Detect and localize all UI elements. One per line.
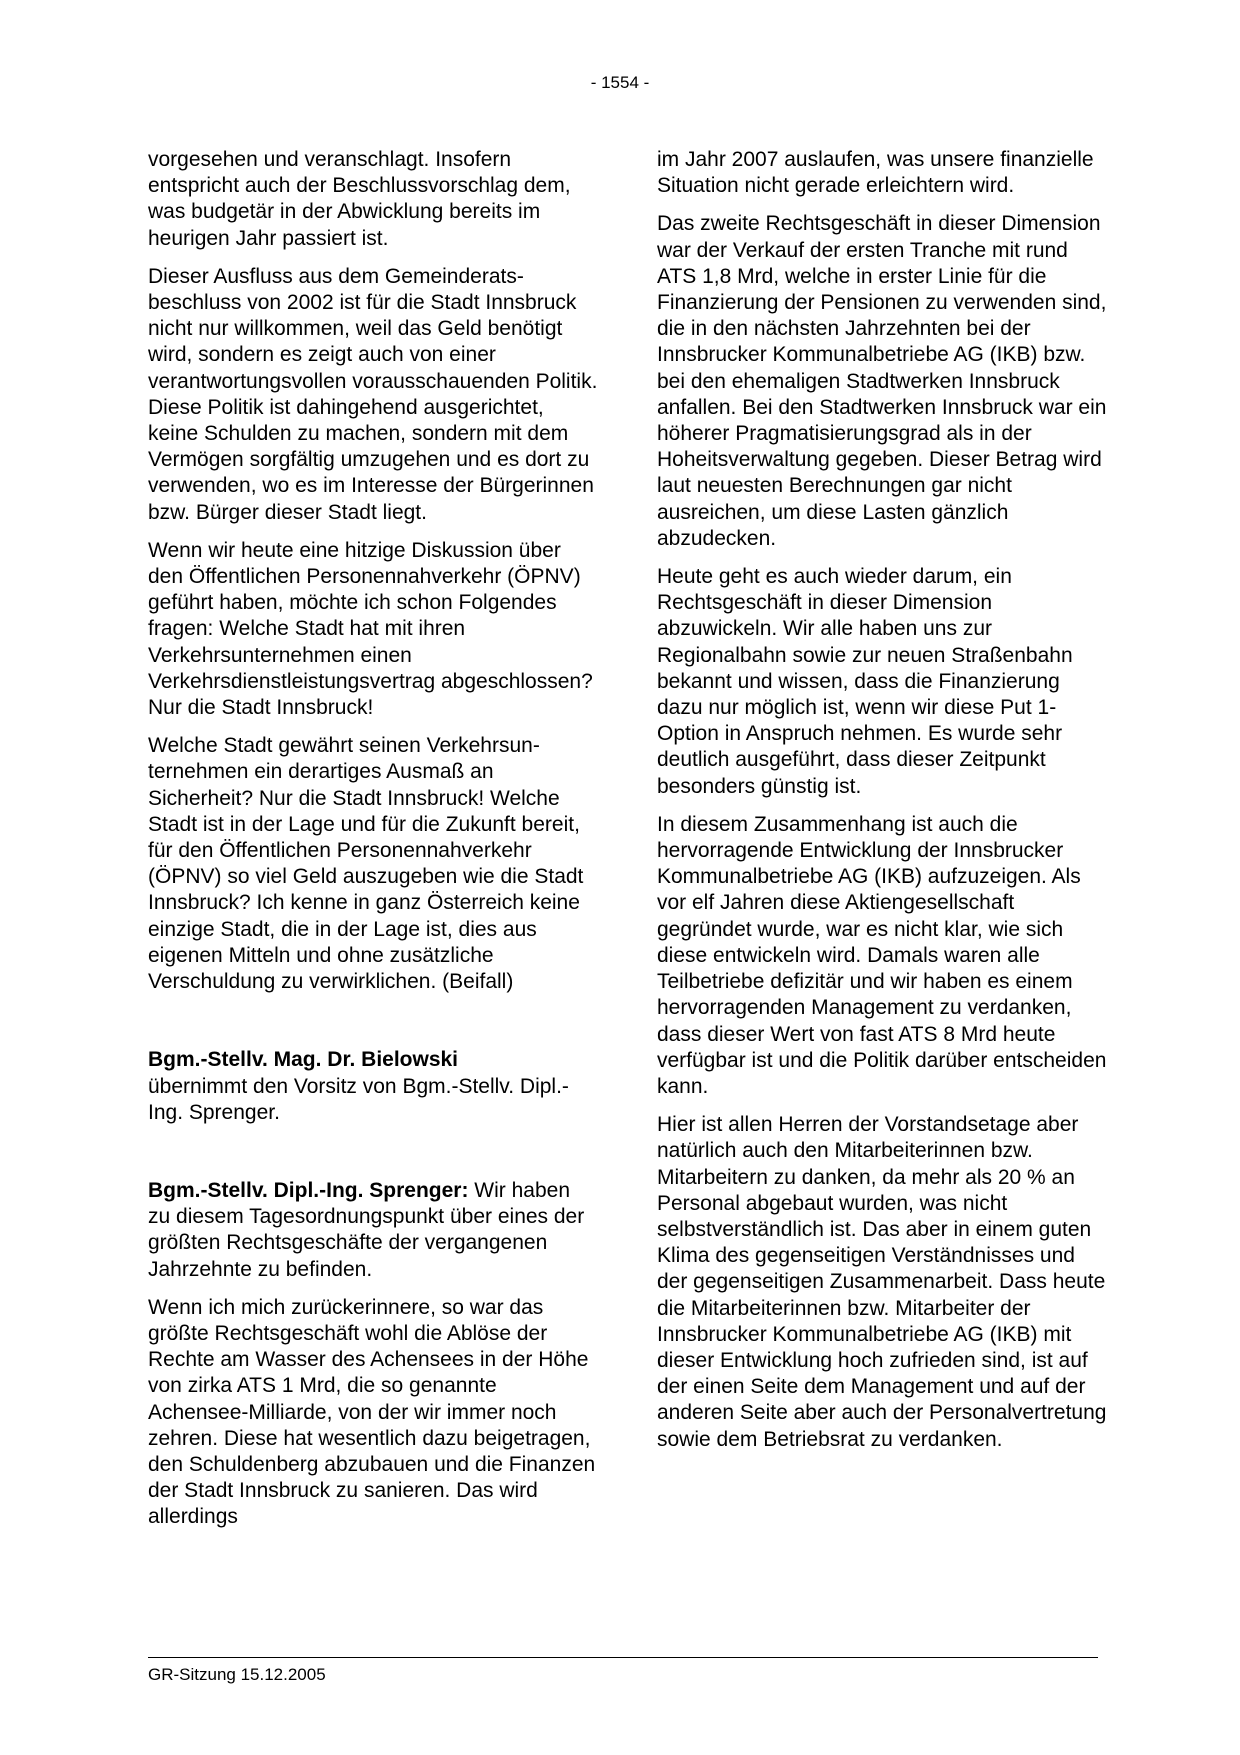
paragraph: Welche Stadt gewährt seinen Verkehrsunternehmen ein derartiges Ausmaß an Sicherheit? Nur die Stadt Innsbruck! Welche Stadt ist in der Lage und für die Zukunft bereit, für den Öffentlichen Personennahverkehr (ÖPNV) so viel Geld auszugeben wie die Stadt Innsbruck? Ich kenne in ganz Österreich keine einzige Stadt, die in der Lage ist, dies aus eigenen Mitteln und ohne zusätzliche Verschuldung zu verwirklichen. (Beifall): [148, 734, 584, 994]
paragraph: im Jahr 2007 auslaufen, was unsere finanzielle Situation nicht gerade erleichtern wird.: [657, 148, 1094, 198]
speech-text: Wir haben zu diesem Tagesordnungspunkt über eines der größten Rechtsgeschäfte der vergangenen Jahrzehnte zu befinden.: [148, 1178, 585, 1281]
footer-session-date: GR-Sitzung 15.12.2005: [148, 1665, 326, 1684]
speaker-name: Bgm.-Stellv. Dipl.-Ing. Sprenger:: [148, 1178, 469, 1202]
paragraph: vorgesehen und veranschlagt. Insofern entspricht auch der Beschlussvorschlag dem, was budgetär in der Abwicklung bereits im heurigen Jahr passiert ist.: [148, 148, 571, 250]
right-column: [657, 147, 1107, 1465]
footer-divider: [148, 1657, 1098, 1658]
chair-change-text: übernimmt den Vorsitz von Bgm.-Stellv. Dipl.-Ing. Sprenger.: [148, 1074, 569, 1124]
left-column: [148, 147, 598, 1543]
paragraph: Wenn wir heute eine hitzige Diskussion über den Öffentlichen Personennahverkehr (ÖPNV) geführt haben, möchte ich schon Folgendes fragen: Welche Stadt hat mit ihren Verkehrsunternehmen einen Verkehrsdienstleistungsvertrag abgeschlossen? Nur die Stadt Innsbruck!: [148, 538, 593, 720]
speaker-name: Bgm.-Stellv. Mag. Dr. Bielowski: [148, 1048, 459, 1072]
paragraph: In diesem Zusammenhang ist auch die hervorragende Entwicklung der Innsbrucker Kommunalbetriebe AG (IKB) aufzuzeigen. Als vor elf Jahren diese Aktiengesellschaft gegründet wurde, war es nicht klar, wie sich diese entwickeln wird. Damals waren alle Teilbetriebe defizitär und wir haben es einem hervorragenden Management zu verdanken, dass dieser Wert von fast ATS 8 Mrd heute verfügbar ist und die Politik darüber entscheiden kann.: [657, 812, 1107, 1098]
paragraph: Hier ist allen Herren der Vorstandsetage aber natürlich auch den Mitarbeiterinnen bzw. Mitarbeitern zu danken, da mehr als 20 % an Personal abgebaut wurden, was nicht selbstverständlich ist. Das aber in einem guten Klima des gegenseitigen Verständnisses und der gegenseitigen Zusammenarbeit. Dass heute die Mitarbeiterinnen bzw. Mitarbeiter der Innsbrucker Kommunalbetriebe AG (IKB) mit dieser Entwicklung hoch zufrieden sind, ist auf der einen Seite dem Management und auf der anderen Seite aber auch der Personalvertretung sowie dem Betriebsrat zu verdanken.: [657, 1113, 1107, 1451]
page-number: - 1554 -: [590, 73, 650, 92]
speech-intro: [148, 1178, 598, 1283]
chair-change-note: [148, 1047, 598, 1126]
paragraph: Dieser Ausfluss aus dem Gemeinderatsbeschluss von 2002 ist für die Stadt Innsbruck nicht nur willkommen, weil das Geld benötigt wird, sondern es zeigt auch von einer verantwortungsvollen vorausschauenden Politik. Diese Politik ist dahingehend ausgerichtet, keine Schulden zu machen, sondern mit dem Vermögen sorgfältig umzugehen und es dort zu verwenden, wo es im Interesse der Bürgerinnen bzw. Bürger dieser Stadt liegt.: [148, 264, 598, 524]
paragraph: Wenn ich mich zurückerinnere, so war das größte Rechtsgeschäft wohl die Ablöse der Rechte am Wasser des Achensees in der Höhe von zirka ATS 1 Mrd, die so genannte Achensee-Milliarde, von der wir immer noch zehren. Diese hat wesentlich dazu beigetragen, den Schuldenberg abzubauen und die Finanzen der Stadt Innsbruck zu sanieren. Das wird allerdings: [148, 1295, 596, 1529]
paragraph: Heute geht es auch wieder darum, ein Rechtsgeschäft in dieser Dimension abzuwickeln. Wir alle haben uns zur Regionalbahn sowie zur neuen Straßenbahn bekannt und wissen, dass die Finanzierung dazu nur möglich ist, wenn wir diese Put 1-Option in Anspruch nehmen. Es wurde sehr deutlich ausgeführt, dass dieser Zeitpunkt besonders günstig ist.: [657, 565, 1073, 798]
paragraph: Das zweite Rechtsgeschäft in dieser Dimension war der Verkauf der ersten Tranche mit rund ATS 1,8 Mrd, welche in erster Linie für die Finanzierung der Pensionen zu verwenden sind, die in den nächsten Jahrzehnten bei der Innsbrucker Kommunalbetriebe AG (IKB) bzw. bei den ehemaligen Stadtwerken Innsbruck anfallen. Bei den Stadtwerken Innsbruck war ein höherer Pragmatisierungsgrad als in der Hoheitsverwaltung gegeben. Dieser Betrag wird laut neuesten Berechnungen gar nicht ausreichen, um diese Lasten gänzlich abzudecken.: [657, 212, 1107, 550]
